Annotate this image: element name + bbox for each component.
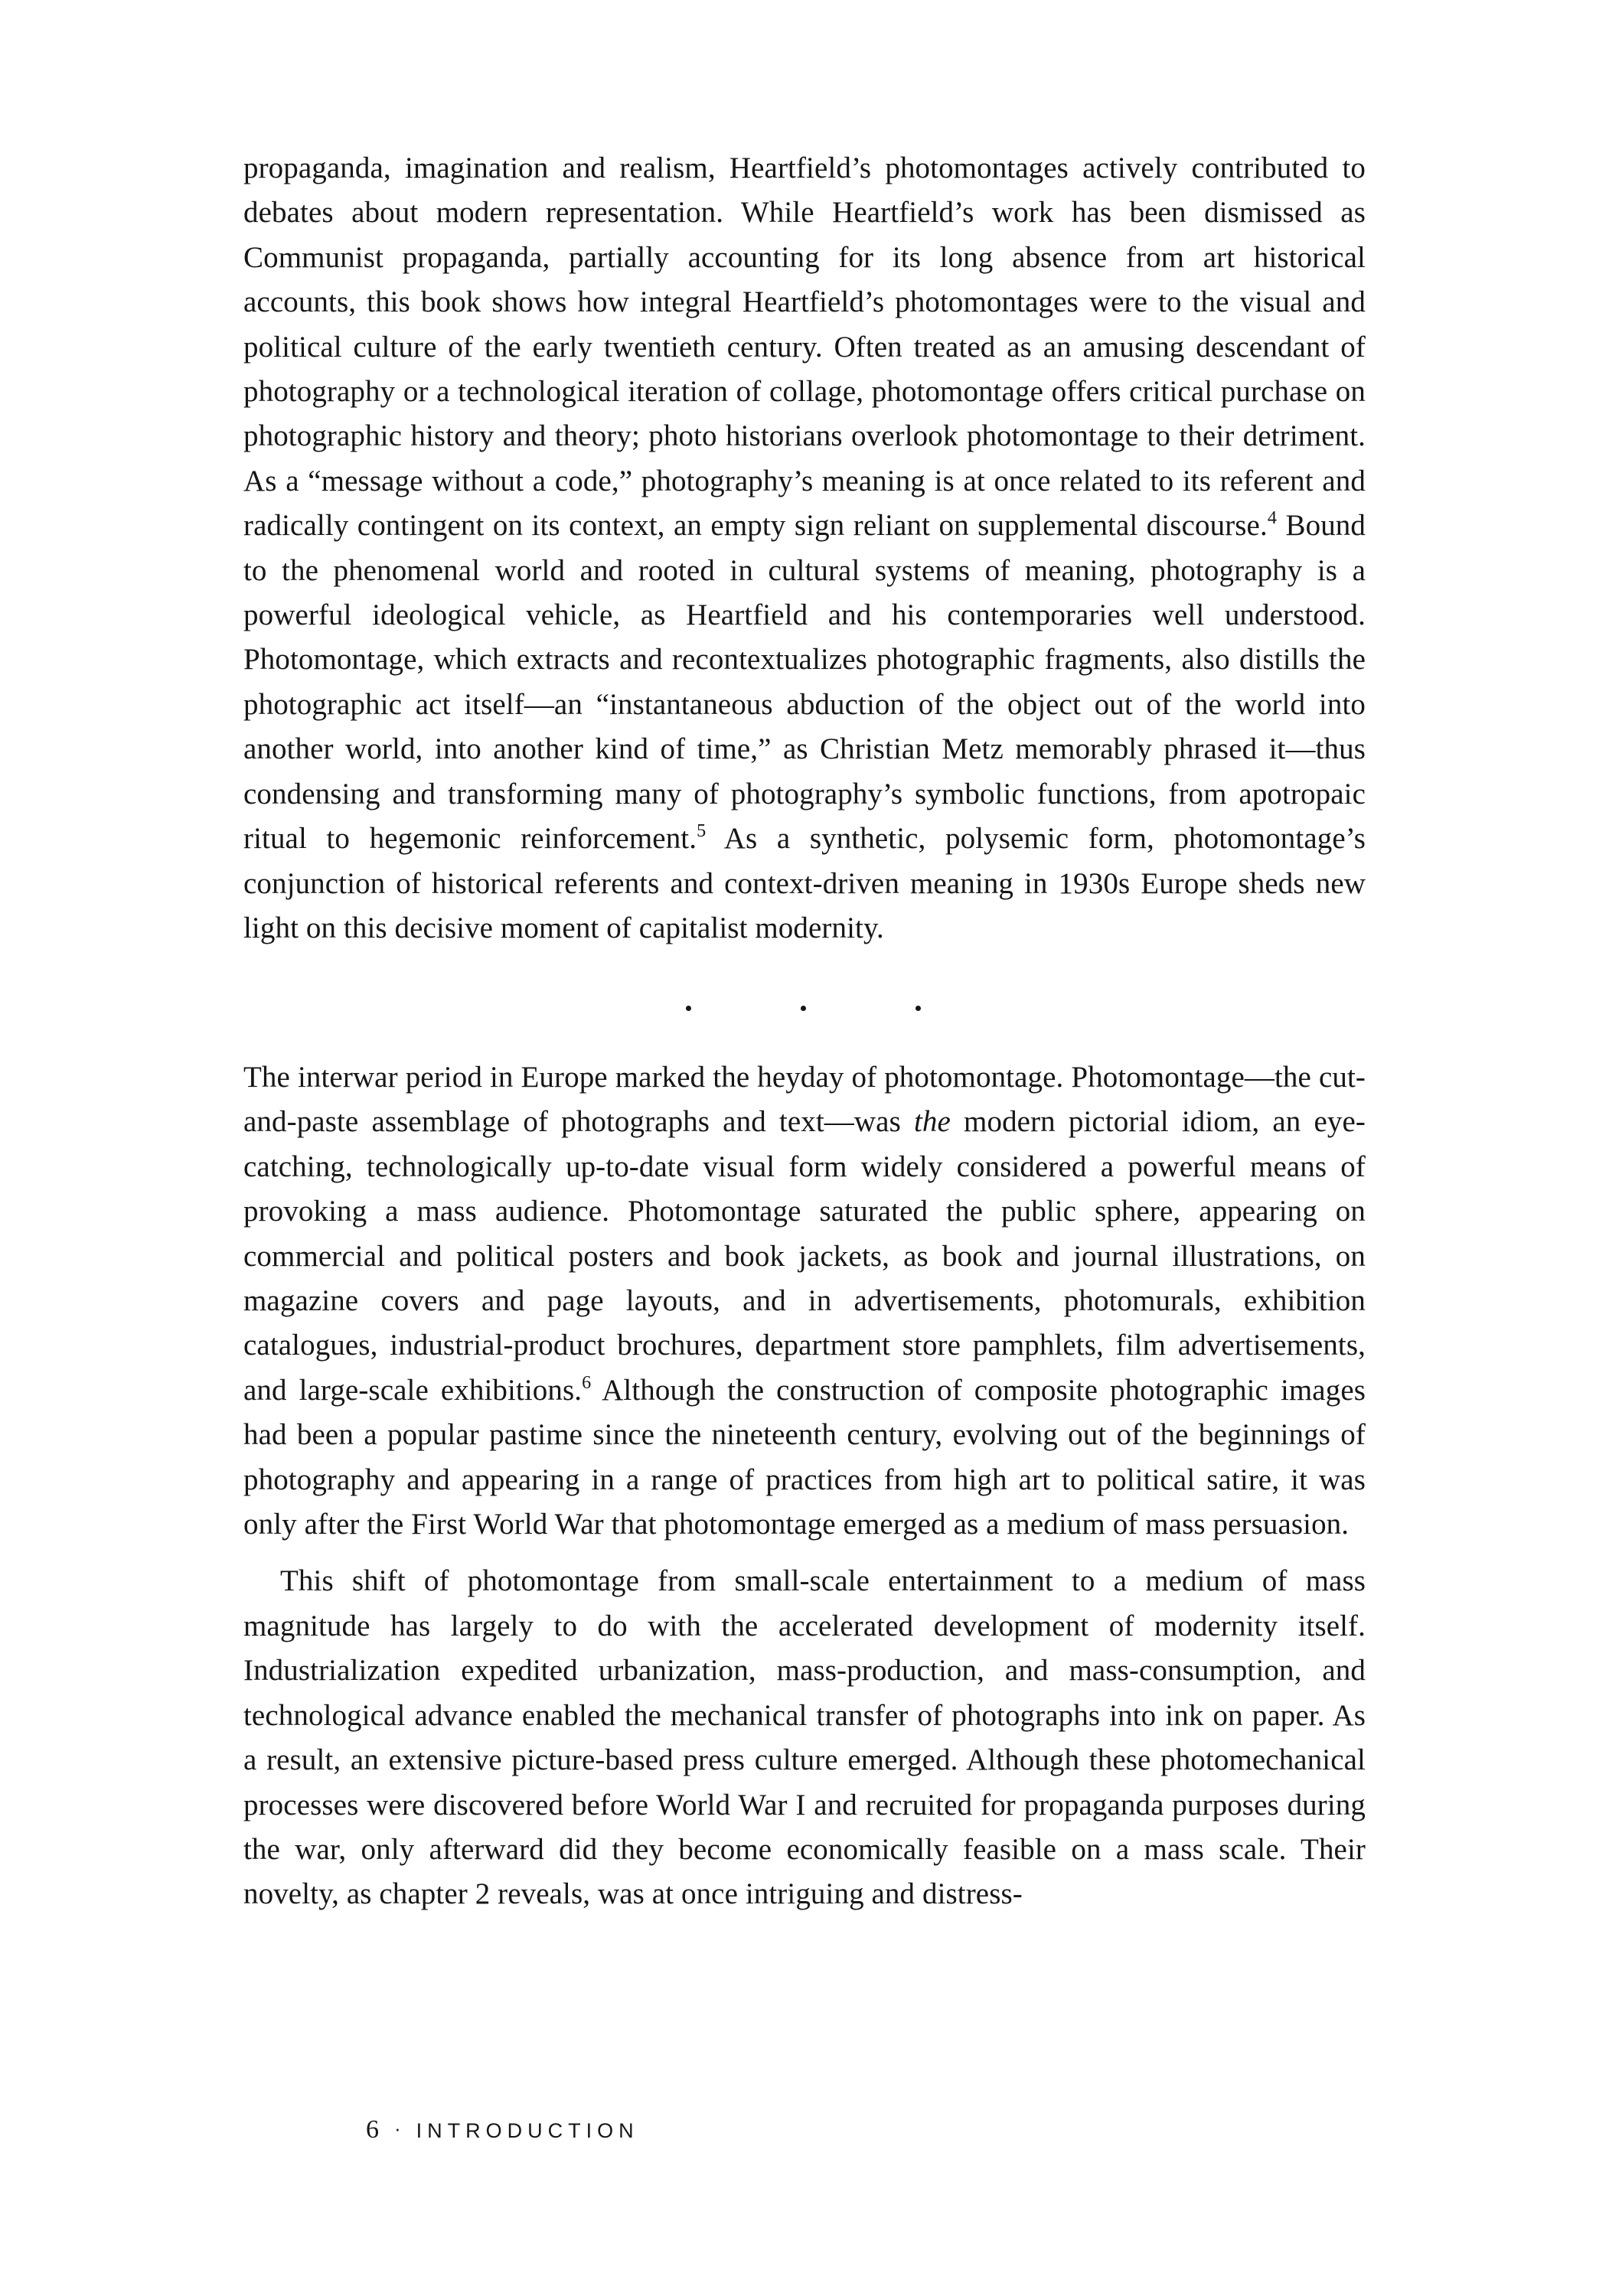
- paragraph-shift: [243, 1559, 1366, 1916]
- paragraph-interwar: [243, 1055, 1366, 1547]
- ornament-dot: [801, 1006, 806, 1011]
- footer-separator: ·: [394, 2117, 401, 2140]
- paragraph-text: Although the construction of composite photographic images had been a popular pastime since the nineteenth century, evolving out of the beginnings of photography and appearing in a range of practices from high art to political satire, it was only after the First World War that photomontage emerged as a medium of mass persuasion.: [243, 1373, 1366, 1541]
- ornament-dot: [915, 1006, 921, 1011]
- footnote-ref-6[interactable]: 6: [582, 1371, 592, 1393]
- paragraph-text: The interwar period in Europe marked the heyday of photomontage. Photomontage—the cut-and-paste assemblage of photographs and text—was: [243, 1061, 1366, 1139]
- running-head: INTRODUCTION: [416, 2119, 639, 2142]
- paragraph-text: modern pictorial idiom, an eye-catching, technologically up-to-date visual form widely considered a powerful means of provoking a mass audience. Photomontage saturated the public sphere, appearing on commercial and political posters and book jackets, as book and journal illustrations, on magazine covers and page layouts, and in advertisements, photomurals, exhibition catalogues, industrial-product brochures, department store pamphlets, film advertisements, and large-scale exhibitions.: [243, 1105, 1366, 1407]
- emphasis-the: the: [913, 1105, 951, 1139]
- section-break-ornament: [658, 995, 949, 1026]
- page-number: 6: [366, 2115, 379, 2144]
- paragraph-text: Bound to the phenomenal world and rooted in cultural systems of meaning, photography is a powerful ideological vehicle, as Heartfield and his contemporaries well understood. Photomontage, which extracts and recontextualizes photographic fragments, also distills the photographic act itself—an “instantaneous abduction of the object out of the world into another world, into another kind of time,” as Christian Metz memorably phrased it—thus condensing and transforming many of photography’s symbolic functions, from apotropaic ritual to hegemonic reinforcement.: [243, 509, 1366, 856]
- footnote-ref-5[interactable]: 5: [697, 820, 707, 842]
- page-footer: [366, 2115, 639, 2144]
- paragraph-text: As a synthetic, polysemic form, photomontage’s conjunction of historical referents and context-driven meaning in 1930s Europe sheds new light on this decisive moment of capitalist modernity.: [243, 822, 1366, 944]
- ornament-dot: [686, 1006, 691, 1011]
- body-text-bottom: [243, 1055, 1366, 1917]
- body-text-top: [243, 146, 1366, 951]
- paragraph-continued: [243, 146, 1366, 951]
- footnote-ref-4[interactable]: 4: [1267, 507, 1278, 529]
- paragraph-text: propaganda, imagination and realism, Heartfield’s photomontages actively contributed to debates about modern representation. While Heartfield’s work has been dismissed as Communist propaganda, partially accounting for its long absence from art historical accounts, this book shows how integral Heartfield’s photomontages were to the visual and political culture of the early twentieth century. Often treated as an amusing descendant of photography or a technological iteration of collage, photomontage offers critical purchase on photographic history and theory; photo historians overlook photomontage to their detriment. As a “message without a code,” photography’s meaning is at once related to its referent and radically contingent on its context, an empty sign reliant on supplemental discourse.: [243, 152, 1366, 543]
- paragraph-text: This shift of photomontage from small-scale entertainment to a medium of mass magnitude has largely to do with the accelerated development of modernity itself. Industrialization expedited urbanization, mass-production, and mass-consumption, and technological advance enabled the mechanical transfer of photographs into ink on paper. As a result, an extensive picture-based press culture emerged. Although these photomechanical processes were discovered before World War I and recruited for propaganda purposes during the war, only afterward did they become economically feasible on a mass scale. Their novelty, as chapter 2 reveals, was at once intriguing and distress-: [243, 1564, 1366, 1911]
